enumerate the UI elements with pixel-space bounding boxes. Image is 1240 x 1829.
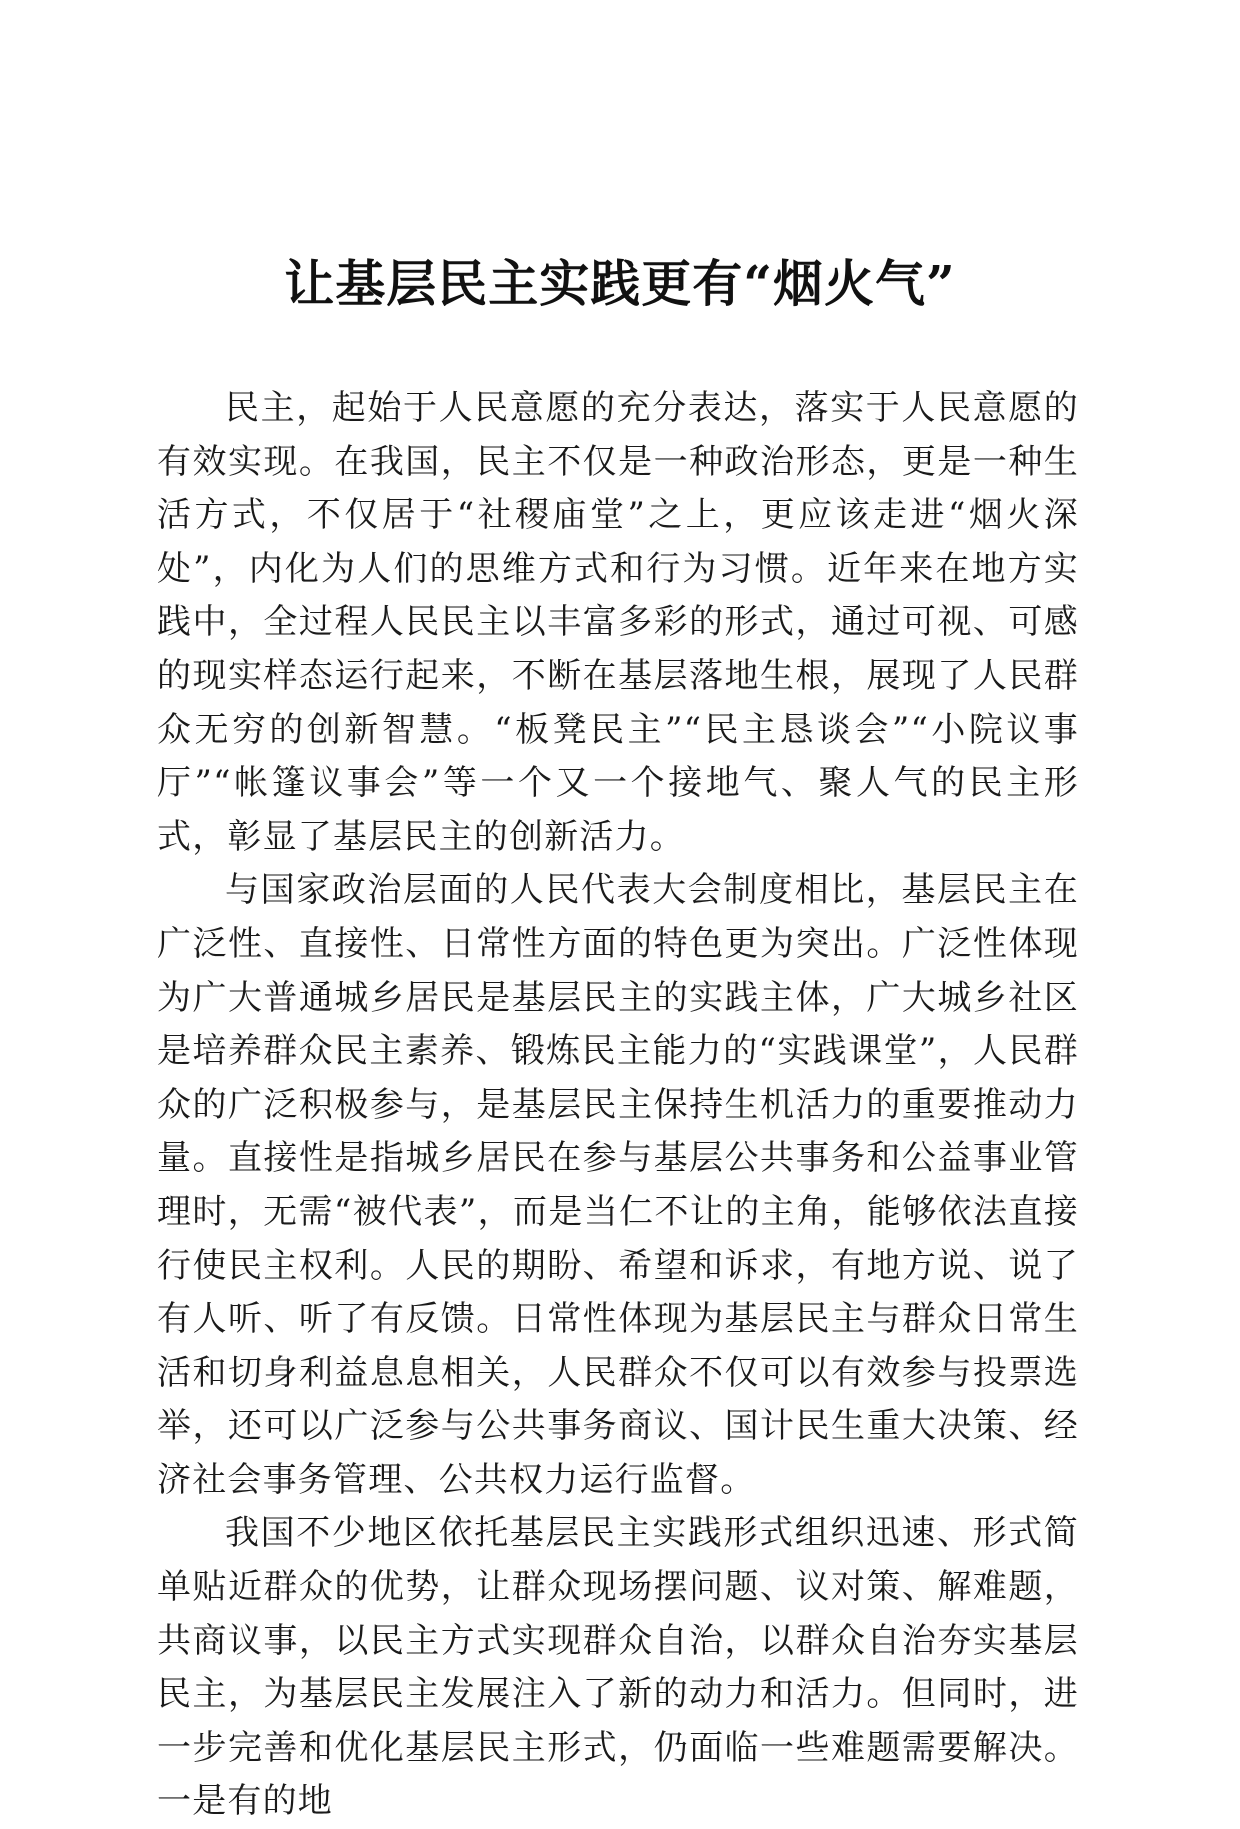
document-title: 让基层民主实践更有“烟火气” [284,254,956,313]
paragraph-1: 民主，起始于人民意愿的充分表达，落实于人民意愿的有效实现。在我国，民主不仅是一种政治形态，更是一种生活方式，不仅居于“社稷庙堂”之上，更应该走进“烟火深处”，内化为人们的思维方式和行为习惯。近年来在地方实践中，全过程人民民主以丰富多彩的形式，通过可视、可感的现实样态运行起来，不断在基层落地生根，展现了人民群众无穷的创新智慧。“板凳民主”“民主恳谈会”“小院议事厅”“帐篷议事会”等一个又一个接地气、聚人气的民主形式，彰显了基层民主的创新活力。 [157,388,1079,857]
paragraph-2: 与国家政治层面的人民代表大会制度相比，基层民主在广泛性、直接性、日常性方面的特色更为突出。广泛性体现为广大普通城乡居民是基层民主的实践主体，广大城乡社区是培养群众民主素养、锻炼民主能力的“实践课堂”，人民群众的广泛积极参与，是基层民主保持生机活力的重要推动力量。直接性是指城乡居民在参与基层公共事务和公益事业管理时，无需“被代表”，而是当仁不让的主角，能够依法直接行使民主权利。人民的期盼、希望和诉求，有地方说、说了有人听、听了有反馈。日常性体现为基层民主与群众日常生活和切身利益息息相关，人民群众不仅可以有效参与投票选举，还可以广泛参与公共事务商议、国计民生重大决策、经济社会事务管理、公共权力运行监督。 [157,870,1079,1500]
document-body [157,382,1079,1829]
paragraph-3: 我国不少地区依托基层民主实践形式组织迅速、形式简单贴近群众的优势，让群众现场摆问题、议对策、解难题，共商议事，以民主方式实现群众自治，以群众自治夯实基层民主，为基层民主发展注入了新的动力和活力。但同时，进一步完善和优化基层民主形式，仍面临一些难题需要解决。一是有的地 [157,1513,1079,1822]
